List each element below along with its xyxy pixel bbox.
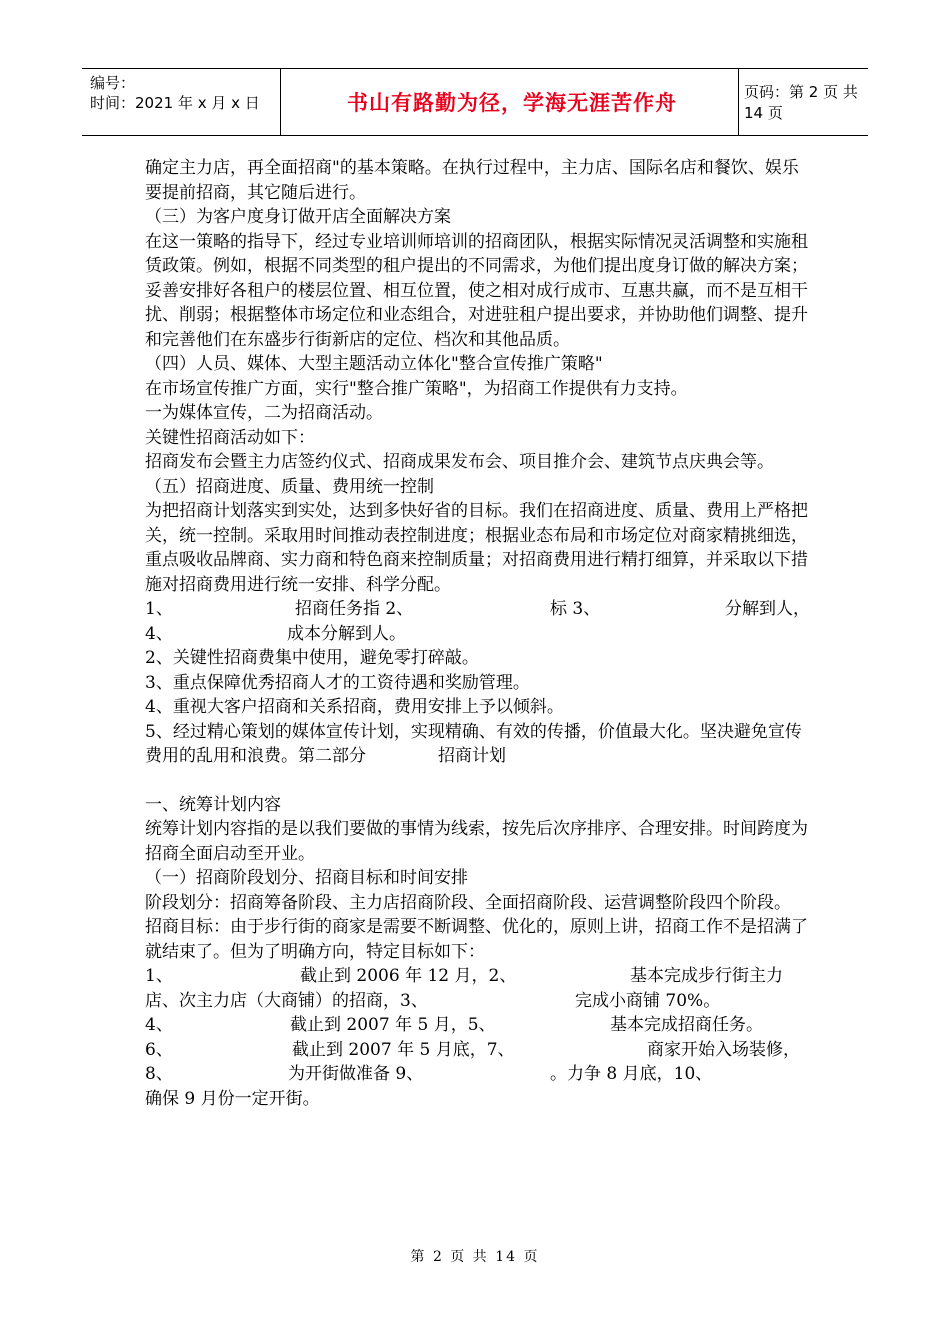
header-page-number: 页码：第 2 页 共 14 页 (744, 83, 858, 122)
time-label: 时间：2021 年 x 月 x 日 (90, 94, 260, 112)
list-item: 5、经过精心策划的媒体宣传计划，实现精确、有效的传播，价值最大化。坚决避免宣传费用的乱用和浪费。第二部分 招商计划 (145, 721, 802, 766)
target-row: 1、 截止到 2006 年 12 月，2、 基本完成步行街主力 (145, 966, 783, 986)
paragraph: 在市场宣传推广方面，实行"整合推广策略"，为招商工作提供有力支持。 (145, 378, 688, 399)
paragraph: 一为媒体宣传，二为招商活动。 (145, 403, 383, 423)
page-header (82, 68, 868, 136)
list-item: 4、重视大客户招商和关系招商，费用安排上予以倾斜。 (145, 697, 564, 717)
paragraph: 确定主力店，再全面招商"的基本策略。在执行过程中，主力店、国际名店和餐饮、娱乐要提前招商，其它随后进行。 (145, 158, 799, 203)
section-heading: （一）招商阶段划分、招商目标和时间安排 (145, 868, 468, 888)
list-row: 4、 成本分解到人。 (145, 623, 406, 644)
target-row: 6、 截止到 2007 年 5 月底，7、 商家开始入场装修， (145, 1039, 800, 1060)
paragraph: 阶段划分：招商筹备阶段、主力店招商阶段、全面招商阶段、运营调整阶段四个阶段。 (145, 892, 791, 913)
section-heading: （五）招商进度、质量、费用统一控制 (145, 476, 434, 497)
list-row: 1、 招商任务指 2、 标 3、 分解到人， (145, 599, 810, 619)
target-row: 8、 为开街做准备 9、 。力争 8 月底，10、 (145, 1064, 713, 1084)
target-row: 4、 截止到 2007 年 5 月，5、 基本完成招商任务。 (145, 1015, 763, 1035)
section-heading: （三）为客户度身订做开店全面解决方案 (145, 207, 451, 227)
paragraph: 招商目标：由于步行街的商家是需要不断调整、优化的，原则上讲，招商工作不是招满了就结束了。但为了明确方向，特定目标如下： (145, 917, 808, 962)
number-label: 编号： (90, 74, 136, 92)
target-row: 店、次主力店（大商铺）的招商，3、 完成小商铺 70%。 (145, 990, 721, 1011)
list-item: 3、重点保障优秀招商人才的工资待遇和奖励管理。 (145, 672, 530, 693)
paragraph: 在这一策略的指导下，经过专业培训师培训的招商团队，根据实际情况灵活调整和实施租赁政策。例如，根据不同类型的租户提出的不同需求，为他们提出度身订做的解决方案；妥善安排好各租户的楼层位置、相互位置，使之相对成行成市、互惠共赢，而不是互相干扰、削弱；根据整体市场定位和业态组合，对进驻租户提出要求，并协助他们调整、提升和完善他们在东盛步行街新店的定位、档次和其他品质。 (145, 231, 808, 350)
header-divider (280, 69, 281, 135)
header-motto: 书山有路勤为径，学海无涯苦作舟 (347, 91, 677, 115)
section-heading: （四）人员、媒体、大型主题活动立体化"整合宣传推广策略" (145, 354, 603, 374)
header-meta (90, 73, 280, 113)
paragraph: 招商发布会暨主力店签约仪式、招商成果发布会、项目推介会、建筑节点庆典会等。 (145, 452, 774, 472)
page-footer: 第 2 页 共 14 页 (410, 1249, 540, 1265)
paragraph: 为把招商计划落实到实处，达到多快好省的目标。我们在招商进度、质量、费用上严格把关，统一控制。采取用时间推动表控制进度；根据业态布局和市场定位对商家精挑细选，重点吸收品牌商、实力商和特色商来控制质量；对招商费用进行精打细算，并采取以下措施对招商费用进行统一安排、科学分配。 (145, 501, 808, 595)
paragraph: 关键性招商活动如下： (145, 427, 315, 448)
section-heading: 一、统筹计划内容 (145, 794, 281, 815)
document-body (145, 156, 815, 1111)
paragraph: 确保 9 月份一定开街。 (145, 1088, 320, 1109)
paragraph: 统筹计划内容指的是以我们要做的事情为线索，按先后次序排序、合理安排。时间跨度为招商全面启动至开业。 (145, 819, 808, 864)
list-item: 2、关键性招商费集中使用，避免零打碎敲。 (145, 648, 479, 668)
